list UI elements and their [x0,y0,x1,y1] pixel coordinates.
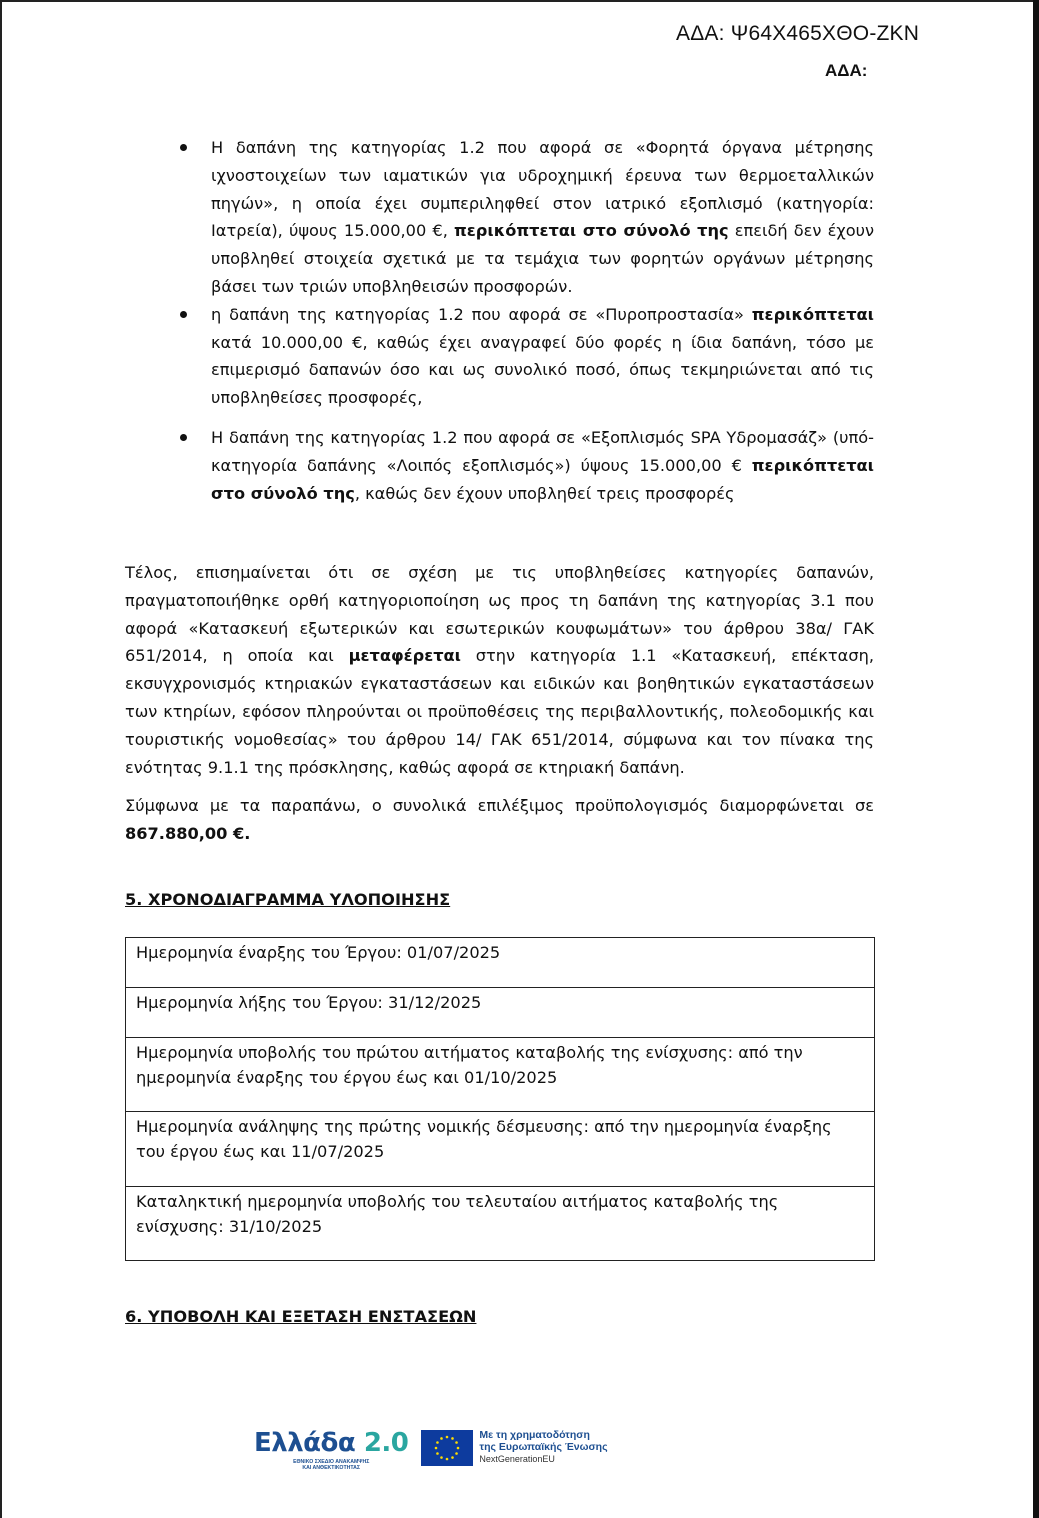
table-row [126,1112,875,1187]
bullet-dot [180,311,187,318]
eu-funding-line: Με τη χρηματοδότηση [479,1429,590,1441]
budget-amount: 867.880,00 €. [125,823,251,843]
bullet-text: Η δαπάνη της κατηγορίας 1.2 που αφορά σε «Εξοπλισμός SPA Υδρομασάζ» (υπό-κατηγορία δαπάνης «Λοιπός εξοπλισμός») ύψους 15.000,00 € [211,427,874,475]
bullet-text: η δαπάνη της κατηγορίας 1.2 που αφορά σε «Πυροπροστασία» [211,304,752,324]
paragraph-text: Σύμφωνα με τα παραπάνω, ο συνολικά επιλέξιμος προϋπολογισμός διαμορφώνεται σε [125,796,874,815]
eu-flag-icon [421,1430,473,1466]
section-5-heading: 5. ΧΡΟΝΟΔΙΑΓΡΑΜΜΑ ΥΛΟΠΟΙΗΣΗΣ [125,890,451,909]
paragraph-bold-text: μεταφέρεται [348,646,461,666]
table-row [126,938,875,988]
eu-star-icon [441,1456,444,1459]
eu-star-icon [441,1437,444,1440]
paragraph-budget [125,792,874,848]
eu-star-icon [456,1441,459,1444]
ada-label: ΑΔΑ: [825,61,868,80]
bullet-text: Η δαπάνη της κατηγορίας 1.2 που αφορά σε «Φορητά όργανα μέτρησης ιχνοστοιχείων των ιαματικών για υδροχημική έρευνα των θερμοεταλλικών πηγών», η οποία έχει συμπεριληφθεί στον ιατρικό εξοπλισμό (κατηγορία: Ιατρεία), ύψους 15.000,00 €, [211,138,874,241]
eu-star-icon [437,1452,440,1455]
table-cell: Ημερομηνία υποβολής του πρώτου αιτήματος καταβολής της ενίσχυσης: από την ημερομηνία έναρξης του έργου έως και 01/10/2025 [126,1038,875,1112]
bullet-dot [180,144,187,151]
bullet-text: επειδή δεν έχουν υποβληθεί στοιχεία σχετικά με τα τεμάχια των φορητών οργάνων μέτρησης βάσει των τριών υποβληθεισών προσφορών. [211,221,875,296]
paragraph-text: Τέλος, επισημαίνεται ότι σε σχέση με τις υποβληθείσες κατηγορίες δαπανών, πραγματοποιήθηκε ορθή κατηγοριοποίηση ως προς τη δαπάνη της κατηγορίας 3.1 που αφορά «Κατασκευή εξωτερικών και εσωτερικών κουφωμάτων» του άρθρου 38α/ ΓΑΚ 651/2014, η οποία και [125,563,874,666]
paragraph-text: στην κατηγορία 1.1 «Κατασκευή, επέκταση, εκσυγχρονισμός κτηριακών εγκαταστάσεων και ειδικών και βοηθητικών εγκαταστάσεων των κτηρίων, εφόσον πληρούνται οι προϋποθέσεις της περιβαλλοντικής, πολεοδομικής και τουριστικής νομοθεσίας» του άρθρου 14/ ΓΑΚ 651/2014, σύμφωνα και τον πίνακα της ενότητας 9.1.1 της πρόσκλησης, καθώς αφορά σε κτηριακή δαπάνη. [125,646,874,777]
section-6-heading: 6. ΥΠΟΒΟΛΗ ΚΑΙ ΕΞΕΤΑΣΗ ΕΝΣΤΑΣΕΩΝ [125,1307,477,1326]
table-row [126,1187,875,1261]
greece-2-0-logo [254,1427,408,1471]
bullet-bold-text: περικόπτεται στο σύνολό της [453,221,729,241]
scan-edge [1033,0,1039,1518]
bullet-item [180,424,874,507]
bullet-item [180,134,874,301]
bullet-text: , καθώς δεν έχουν υποβληθεί τρεις προσφορές [354,483,735,503]
eu-star-icon [457,1447,460,1450]
bullet-bold-text: περικόπτεται [751,304,874,324]
table-row [126,988,875,1038]
footer-logos [254,1427,608,1471]
next-generation-eu-label: NextGenerationEU [479,1454,555,1464]
eu-star-icon [437,1441,440,1444]
greece-logo-version: 2.0 [363,1428,409,1458]
eu-star-icon [452,1437,455,1440]
bullet-text: κατά 10.000,00 €, καθώς έχει αναγραφεί δύο φορές η ίδια δαπάνη, τόσο με επιμερισμό δαπανών όσο και ως συνολικό ποσό, όπως τεκμηριώνεται από τις υποβληθείσες προσφορές, [211,332,874,408]
table-cell: Καταληκτική ημερομηνία υποβολής του τελευταίου αιτήματος καταβολής της ενίσχυσης: 31/10/2025 [126,1187,875,1261]
eu-star-icon [452,1456,455,1459]
bullet-list [180,134,874,507]
bullet-dot [180,434,187,441]
eu-star-icon [446,1458,449,1461]
table-cell: Ημερομηνία ανάληψης της πρώτης νομικής δέσμευσης: από την ημερομηνία έναρξης του έργου έως και 11/07/2025 [126,1112,875,1187]
greece-logo-subtitle: ΕΘΝΙΚΟ ΣΧΕΔΙΟ ΑΝΑΚΑΜΨΗΣ [293,1459,370,1465]
paragraph-recategorization [125,559,874,781]
eu-star-icon [456,1452,459,1455]
greece-logo-word: Ελλάδα [254,1428,356,1458]
bullet-item [180,301,874,412]
ada-code: ΑΔΑ: Ψ64Χ465ΧΘΟ-ΖΚΝ [676,22,920,45]
eu-funding-line: της Ευρωπαϊκής Ένωσης [479,1441,608,1453]
table-cell: Ημερομηνία λήξης του Έργου: 31/12/2025 [126,988,875,1038]
table-cell: Ημερομηνία έναρξης του Έργου: 01/07/2025 [126,938,875,988]
greece-logo-subtitle: ΚΑΙ ΑΝΘΕΚΤΙΚΟΤΗΤΑΣ [302,1465,361,1471]
eu-star-icon [446,1436,449,1439]
eu-funding-text [479,1429,607,1465]
bullet-bold-text: περικόπτεται στο σύνολό της [211,455,874,503]
table-row [126,1038,875,1112]
eu-star-icon [435,1447,438,1450]
schedule-table [125,937,875,1261]
